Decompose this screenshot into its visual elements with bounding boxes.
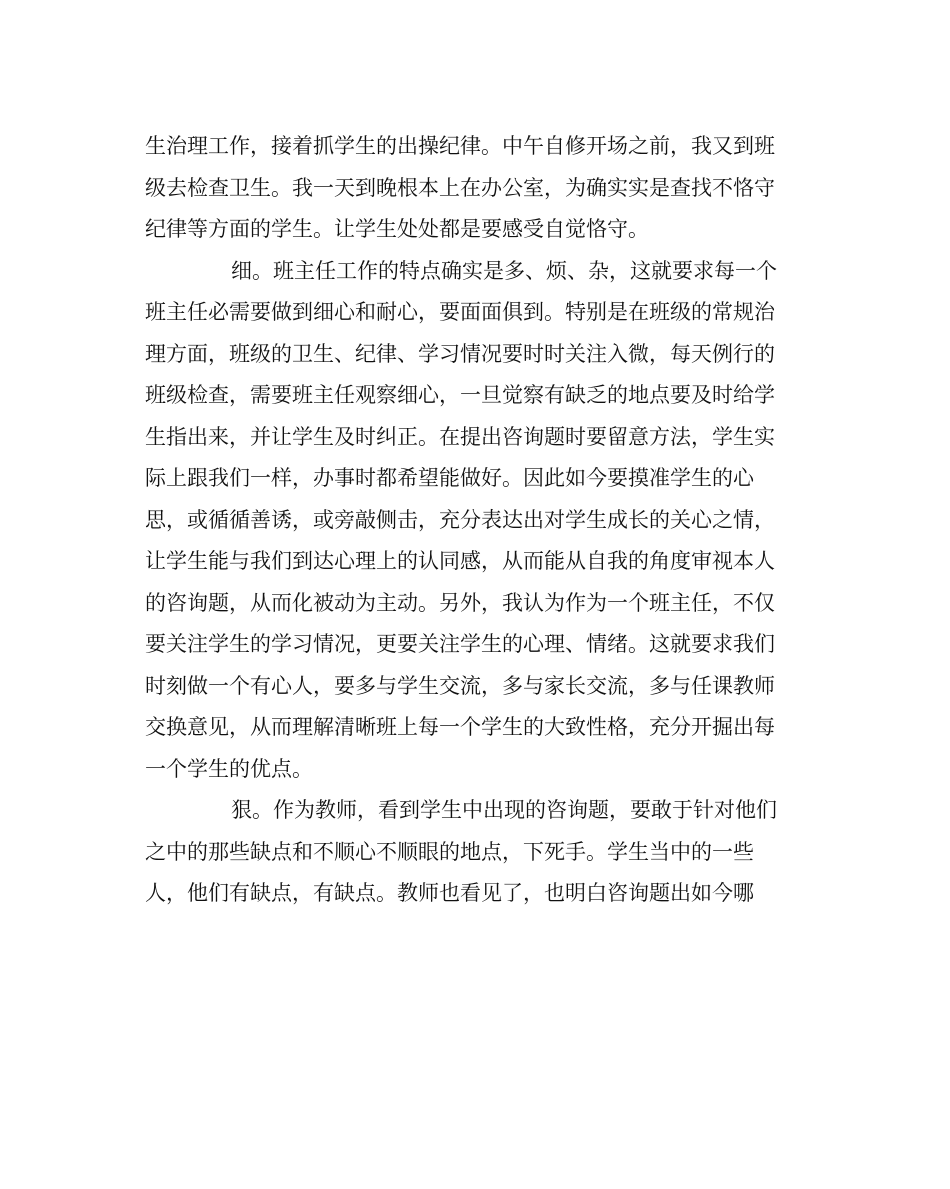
text-line: 一个学生的优点。	[145, 756, 313, 781]
text-line: 狠。作为教师，看到学生中出现的咨询题，要敢于针对他们	[231, 798, 777, 822]
body-text	[145, 126, 810, 915]
text-line: 生治理工作，接着抓学生的出操纪律。中午自修开场之前，我又到班	[145, 134, 775, 158]
text-line: 思，或循循善诱，或旁敲侧击，充分表达出对学生成长的关心之情，	[145, 507, 775, 532]
text-line: 让学生能与我们到达心理上的认同感，从而能从自我的角度审视本人	[145, 549, 775, 573]
text-line: 时刻做一个有心人，要多与学生交流，多与家长交流，多与任课教师	[145, 673, 775, 698]
text-line: 班主任必需要做到细心和耐心，要面面俱到。特别是在班级的常规治	[145, 300, 775, 324]
text-line: 人，他们有缺点，有缺点。教师也看见了，也明白咨询题出如今哪	[145, 881, 754, 905]
text-line: 班级检查，需要班主任观察细心，一旦觉察有缺乏的地点要及时给学	[145, 383, 775, 407]
text-line: 交换意见，从而理解清晰班上每一个学生的大致性格，充分开掘出每	[145, 715, 775, 739]
text-line: 纪律等方面的学生。让学生处处都是要感受自觉恪守。	[145, 217, 649, 241]
text-line: 之中的那些缺点和不顺心不顺眼的地点，下死手。学生当中的一些	[145, 839, 754, 864]
text-line: 的咨询题，从而化被动为主动。另外，我认为作为一个班主任，不仅	[145, 590, 775, 615]
text-line: 要关注学生的学习情况，更要关注学生的心理、情绪。这就要求我们	[145, 632, 775, 656]
text-line: 际上跟我们一样，办事时都希望能做好。因此如今要摸准学生的心	[145, 466, 754, 490]
text-line: 理方面，班级的卫生、纪律、学习情况要时时关注入微，每天例行的	[145, 341, 775, 366]
text-line: 级去检查卫生。我一天到晚根本上在办公室，为确实实是查找不恪守	[145, 175, 775, 200]
text-line: 细。班主任工作的特点确实是多、烦、杂，这就要求每一个	[231, 258, 777, 283]
text-line: 生指出来，并让学生及时纠正。在提出咨询题时要留意方法，学生实	[145, 424, 775, 449]
